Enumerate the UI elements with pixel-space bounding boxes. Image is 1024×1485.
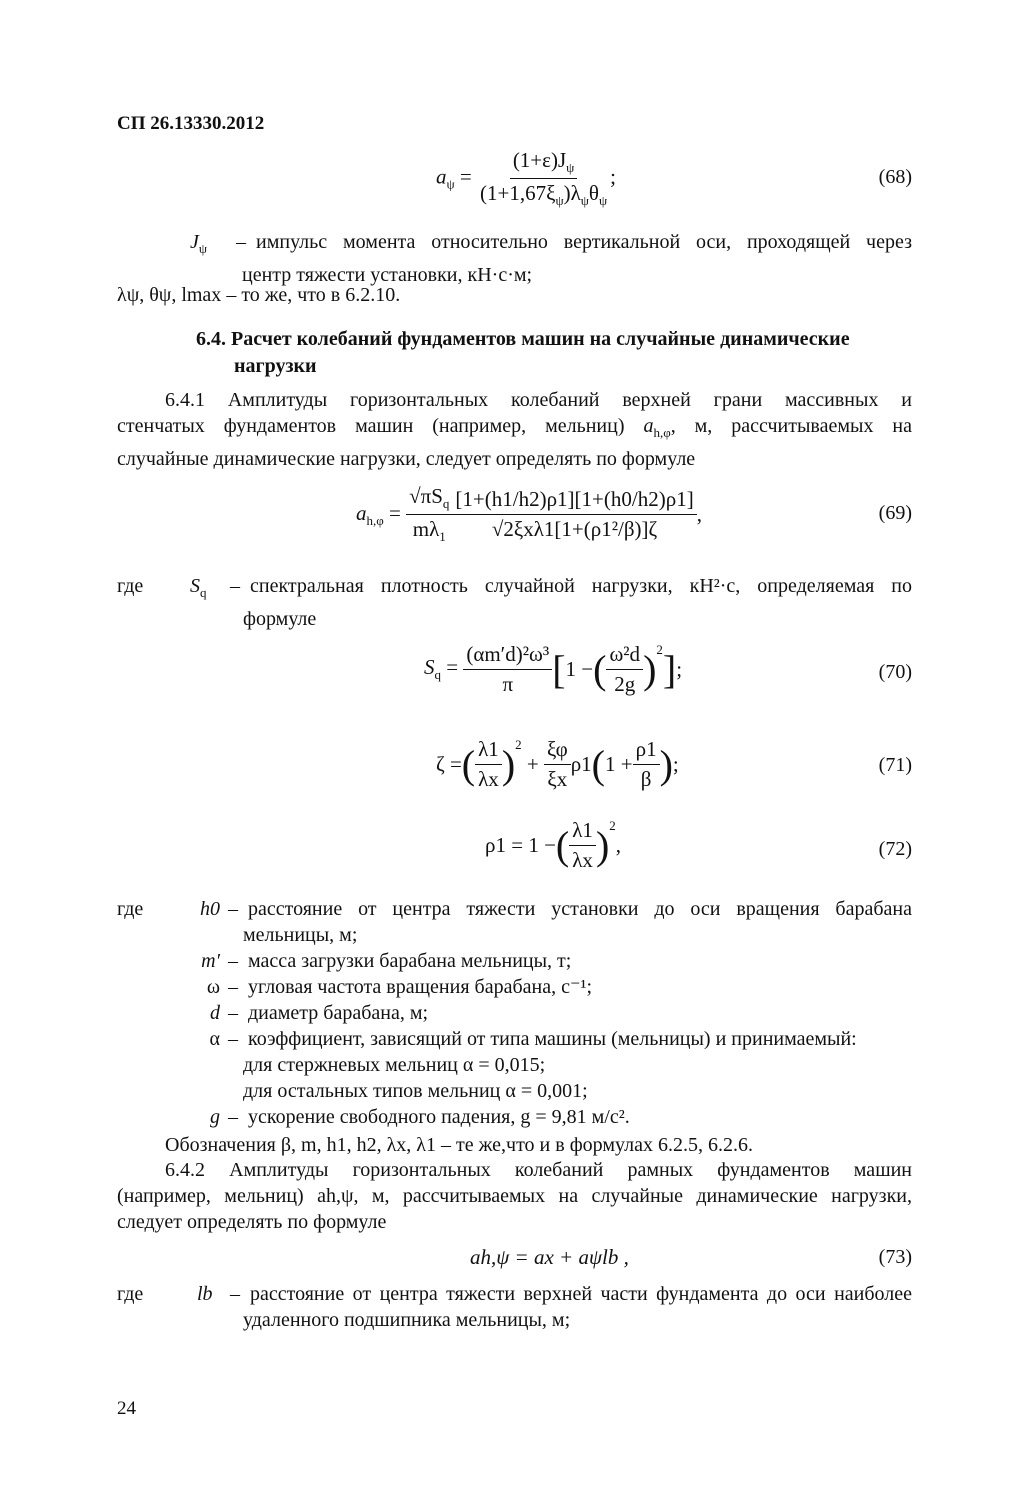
equation-71: ζ = ( $\frac{\lambda 1}{\lambda x}$ ) $^2$ + $\frac{\xi\varphi}{\xi x}$ ρ1 ( 1 + $\frac{\rho 1}{\beta}$ ) ;	[436, 737, 679, 791]
section-heading: 6.4. Расчет колебаний фундаментов машин на случайные динамические нагрузки	[196, 328, 850, 377]
equation-number-73: (73)	[878, 1246, 912, 1268]
where-Sq: где $S_q$ – спектральная плотность случайной нагрузки, кН²·с, определяемая по формуле	[117, 575, 912, 630]
equation-70: $S_q$ = $\frac{\text{(αm′d)²ω³}}{\pi}$ [ 1 − ( $\frac{\text{ω²d}}{2g}$ ) $^2$ ] ;	[424, 642, 683, 696]
definition-J: $J_\psi$ – импульс момента относительно вертикальной оси, проходящей через центр тяжести установки, кН·с·м;	[190, 231, 912, 286]
equation-69: $a_{h,\varphi}$ = $\frac{√\pi S_q}{m\lambda_1}$ $\frac{[1+(h1/h2)\rho 1][1+(h0/h2)\rho 1]}{\text{√2ξxλ1[1+(ρ1²/β)]ζ}}$ ,	[356, 484, 702, 545]
paragraph-6-4-2: 6.4.2 Амплитуды горизонтальных колебаний рамных фундаментов машин (например, мельниц) ah,ψ, м, рассчитываемых на случайные динамические нагрузки, следует определять по формуле	[117, 1159, 912, 1233]
where-lb: где lb – расстояние от центра тяжести верхней части фундамента до оси наиболее удаленного подшипника мельницы, м;	[117, 1283, 912, 1331]
equation-number-68: (68)	[878, 166, 912, 188]
definition-same: λψ, θψ, lmax – то же, что в 6.2.10.	[117, 284, 401, 306]
equation-number-69: (69)	[878, 502, 912, 524]
equation-73: ah,ψ = ax + aψlb ,	[470, 1245, 629, 1269]
equation-68: $a_\psi$ = $\frac{(1+\varepsilon)J_\psi}{(1+1,67\xi_\psi)\lambda_\psi\theta_\psi}$ ;	[436, 148, 616, 209]
equation-number-70: (70)	[878, 661, 912, 683]
doc-header: СП 26.13330.2012	[117, 113, 265, 134]
where-list: где h0 – расстояние от центра тяжести установки до оси вращения барабана мельницы, м; m′ – масса загрузки барабана мельницы, т; ω – угловая частота вращения барабана, с⁻¹; d – диаметр барабана, м; α – коэффициент, зависящий от типа машины (мельницы) и принимаемый: для стержневых мельниц α = 0,015; для остальных типов мельниц α = 0,001; g – ускорение свободного падения, g = 9,81 м/с².	[117, 898, 912, 1128]
notation-line: Обозначения β, m, h1, h2, λx, λ1 – те же,что и в формулах 6.2.5, 6.2.6.	[165, 1134, 753, 1156]
page-number: 24	[117, 1398, 136, 1419]
equation-number-72: (72)	[878, 838, 912, 860]
equation-72: ρ1 = 1 − ( $\frac{\lambda 1}{\lambda x}$ ) $^2$ ,	[485, 818, 622, 872]
equation-number-71: (71)	[878, 754, 912, 776]
paragraph-6-4-1: 6.4.1 Амплитуды горизонтальных колебаний верхней грани массивных и стенчатых фундаментов машин (например, мельниц) $a_{h,\varphi}$, м, рассчитываемых на случайные динамические нагрузки, следует определять по формуле	[117, 389, 912, 470]
